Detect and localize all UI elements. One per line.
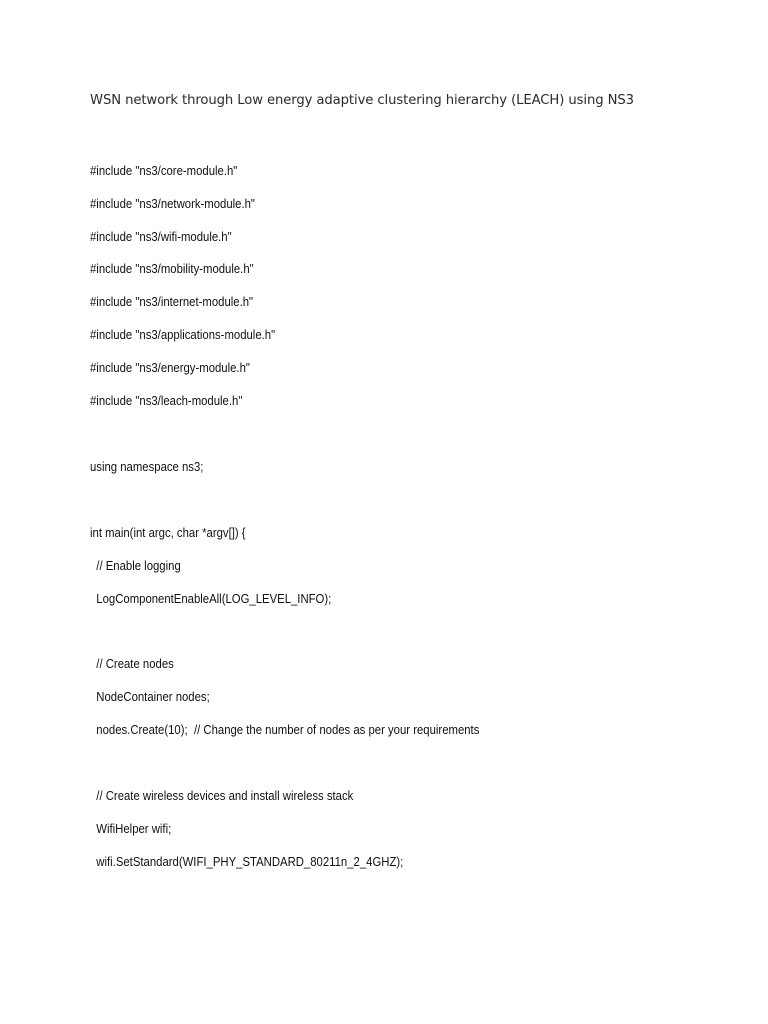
code-line: #include "ns3/mobility-module.h" [90,262,254,276]
document-title: WSN network through Low energy adaptive clustering hierarchy (LEACH) using NS3 [90,93,634,108]
code-line: LogComponentEnableAll(LOG_LEVEL_INFO); [90,592,332,606]
code-line: #include "ns3/leach-module.h" [90,394,243,408]
code-line: #include "ns3/network-module.h" [90,197,255,211]
code-line: int main(int argc, char *argv[]) { [90,526,246,540]
code-line: #include "ns3/wifi-module.h" [90,230,232,244]
code-line: using namespace ns3; [90,460,204,474]
code-line: #include "ns3/energy-module.h" [90,361,250,375]
code-line: NodeContainer nodes; [90,690,210,704]
code-line: WifiHelper wifi; [90,822,172,836]
code-comment: // Create wireless devices and install wireless stack [90,789,354,803]
code-comment: // Create nodes [90,657,174,671]
code-comment: // Enable logging [90,559,181,573]
code-line: #include "ns3/internet-module.h" [90,295,254,309]
code-line: #include "ns3/applications-module.h" [90,328,276,342]
code-line: #include "ns3/core-module.h" [90,164,238,178]
code-line: wifi.SetStandard(WIFI_PHY_STANDARD_80211n_2_4GHZ); [90,855,404,869]
code-line: nodes.Create(10); // Change the number of nodes as per your requirements [90,723,480,737]
